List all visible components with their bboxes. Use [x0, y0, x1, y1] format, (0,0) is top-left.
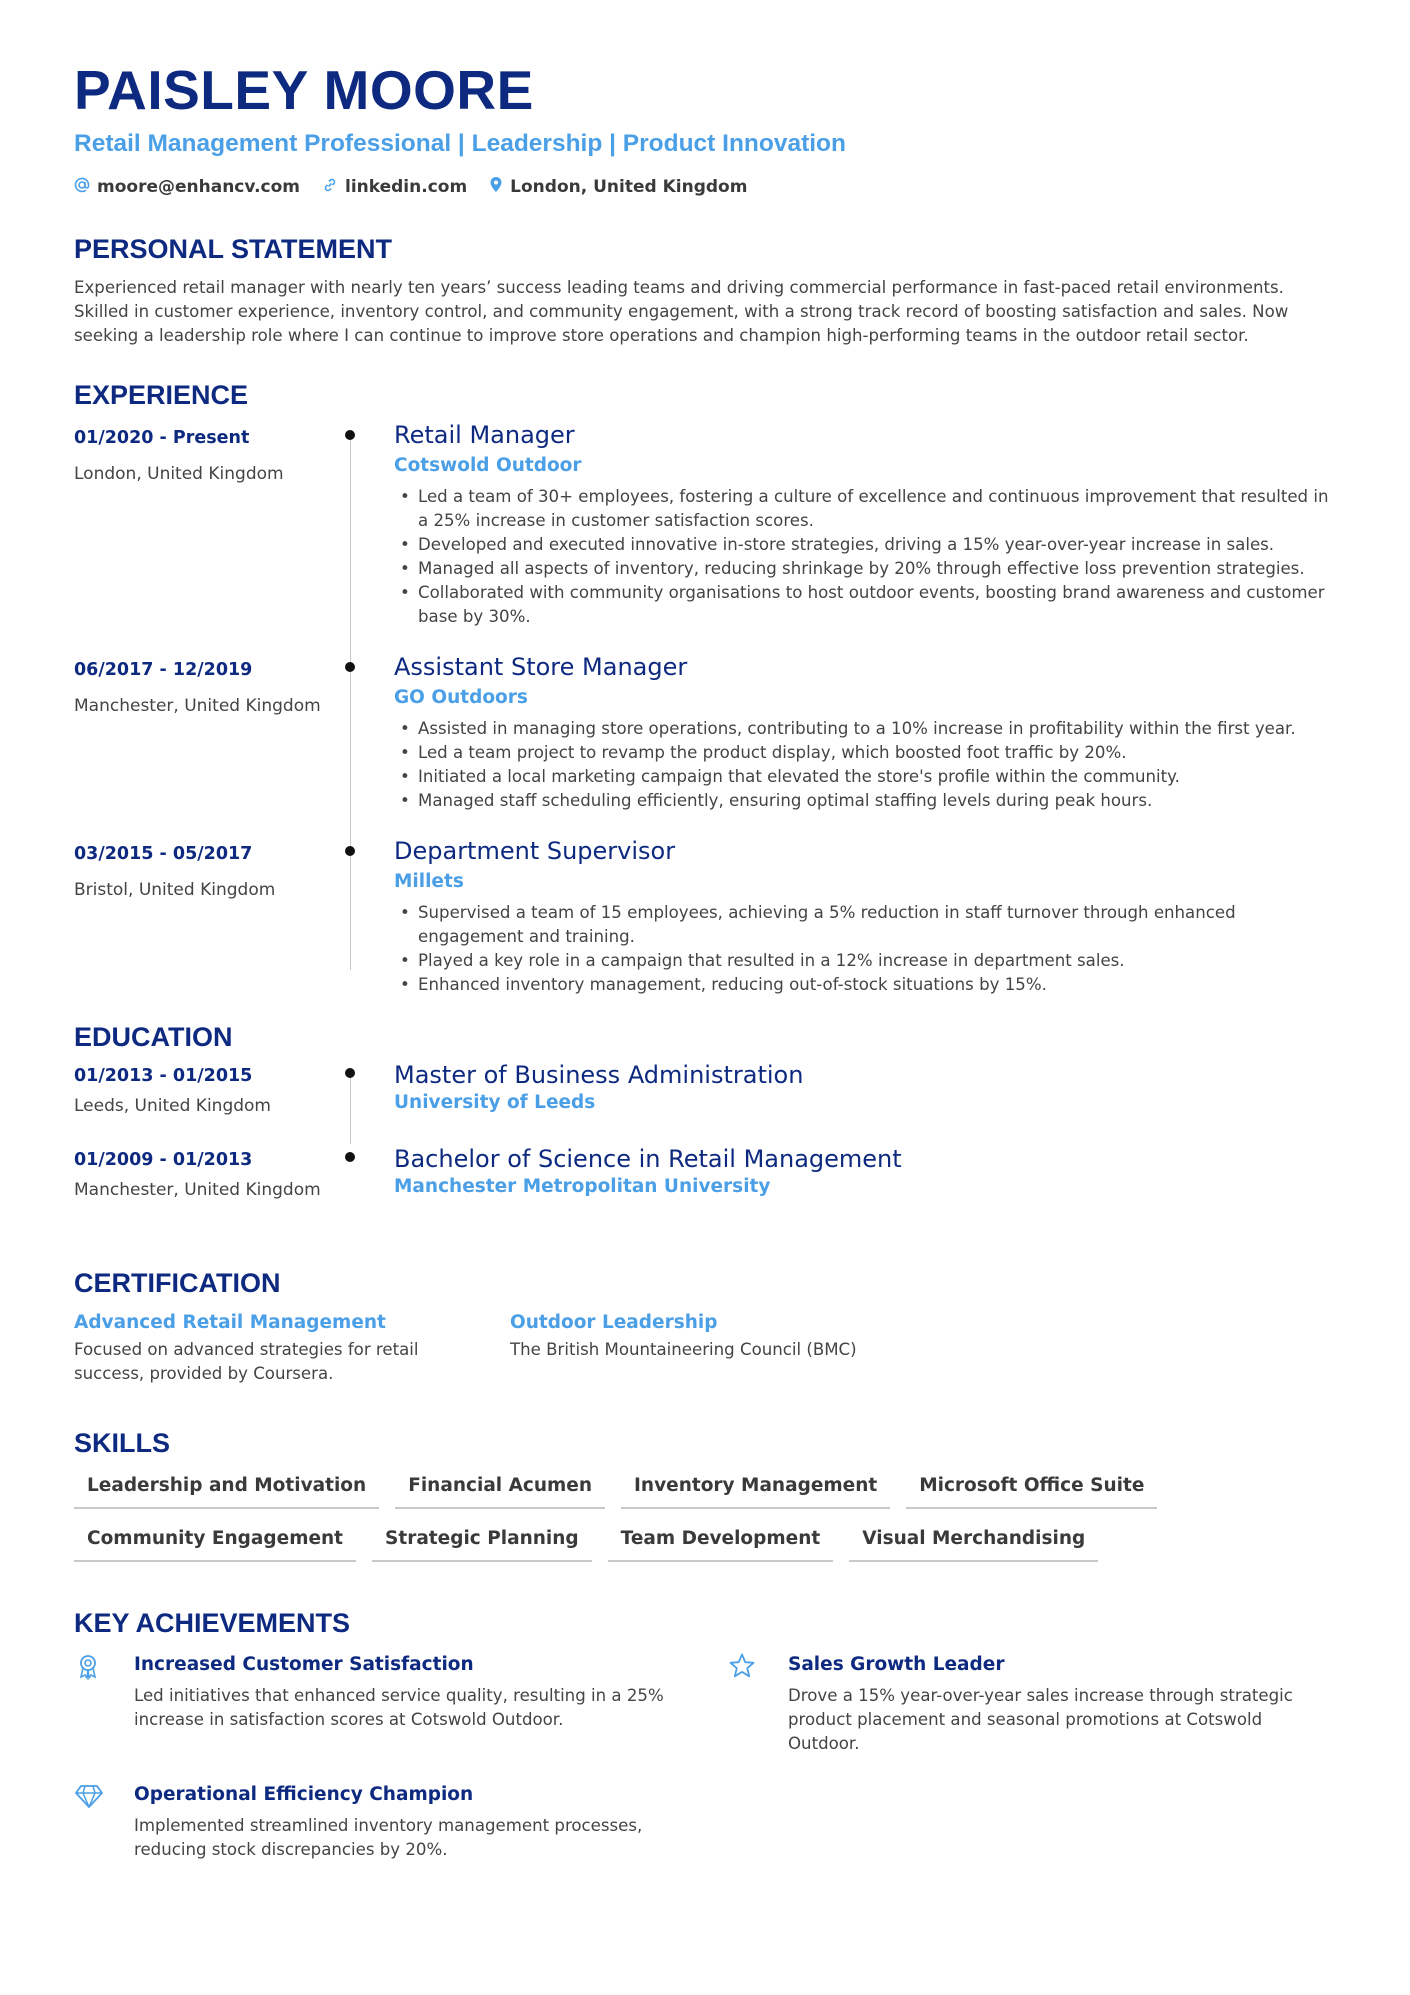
list-item: • Led a team of 30+ employees, fostering a culture of excellence and continuous improvement that resulted in a 25% increase in customer satisfaction scores. — [418, 485, 1336, 533]
education-location: Leeds, United Kingdom — [74, 1096, 271, 1116]
candidate-name: PAISLEY MOORE — [74, 59, 534, 121]
achievement-description: Drove a 15% year-over-year sales increase through strategic product placement and seasonal promotions at Cotswold Outdoor. — [788, 1686, 1293, 1753]
contact-email-text: moore@enhancv.com — [97, 177, 300, 197]
degree-title: Bachelor of Science in Retail Management — [394, 1145, 902, 1173]
job-title: Department Supervisor — [394, 837, 676, 865]
experience-timeline — [74, 421, 1336, 1012]
achievement-description: Led initiatives that enhanced service quality, resulting in a 25% increase in satisfaction scores at Cotswold Outdoor. — [134, 1686, 664, 1729]
experience-dates: 03/2015 - 05/2017 — [74, 844, 253, 864]
personal-statement-text: Experienced retail manager with nearly ten years’ success leading teams and driving commercial performance in fast-paced retail environments. Skilled in customer experience, inventory control, and community engagement, with a strong track record of boosting satisfaction and sales. Now seeking a leadership role where I can continue to improve store operations and champion high-performing teams in the outdoor retail sector. — [74, 278, 1289, 345]
section-title-personal-statement: PERSONAL STATEMENT — [74, 234, 393, 264]
skill-tag: Visual Merchandising — [849, 1527, 1098, 1562]
contact-email[interactable] — [74, 176, 300, 198]
location-pin-icon — [489, 176, 503, 198]
certification-item — [510, 1310, 946, 1386]
personal-statement-section — [74, 232, 1336, 348]
experience-entry — [74, 421, 1336, 658]
award-ribbon-icon — [74, 1652, 102, 1680]
list-item: • Supervised a team of 15 employees, achieving a 5% reduction in staff turnover through enhanced engagement and training. — [418, 901, 1336, 949]
experience-section — [74, 378, 1336, 1012]
skill-tag: Community Engagement — [74, 1527, 356, 1562]
skill-tag: Leadership and Motivation — [74, 1474, 379, 1509]
certification-description: Focused on advanced strategies for retail success, provided by Coursera. — [74, 1340, 419, 1383]
achievement-list — [394, 485, 1336, 629]
contact-location — [489, 176, 747, 198]
star-icon — [728, 1652, 756, 1680]
list-item: • Played a key role in a campaign that resulted in a 12% increase in department sales. — [418, 949, 1336, 973]
timeline-dot — [345, 1068, 355, 1078]
education-location: Manchester, United Kingdom — [74, 1180, 321, 1200]
list-item: • Enhanced inventory management, reducing out-of-stock situations by 15%. — [418, 973, 1336, 997]
achievement-description: Implemented streamlined inventory management processes, reducing stock discrepancies by 20%. — [134, 1816, 643, 1859]
education-dates: 01/2013 - 01/2015 — [74, 1066, 253, 1086]
certification-description: The British Mountaineering Council (BMC) — [510, 1340, 857, 1359]
achievement-item — [74, 1652, 664, 1732]
achievements-list — [74, 1652, 1336, 1882]
skills-list — [74, 1474, 1274, 1562]
skill-tag: Microsoft Office Suite — [906, 1474, 1157, 1509]
achievement-list — [394, 717, 1336, 813]
contact-bar — [74, 176, 1336, 198]
education-entry — [74, 1145, 1336, 1232]
achievement-item — [728, 1652, 1293, 1756]
degree-title: Master of Business Administration — [394, 1061, 804, 1089]
certification-section — [74, 1266, 1336, 1386]
timeline-dot — [345, 662, 355, 672]
diamond-icon — [74, 1782, 102, 1810]
skill-tag: Inventory Management — [621, 1474, 890, 1509]
list-item: • Managed all aspects of inventory, reducing shrinkage by 20% through effective loss prevention strategies. — [418, 557, 1336, 581]
achievement-title: Operational Efficiency Champion — [134, 1784, 474, 1805]
link-icon — [322, 177, 338, 198]
company-name: GO Outdoors — [394, 687, 528, 708]
timeline-dot — [345, 430, 355, 440]
headline: Retail Management Professional | Leadership | Product Innovation — [74, 130, 846, 157]
certification-item — [74, 1310, 510, 1386]
experience-location: London, United Kingdom — [74, 464, 284, 484]
experience-location: Bristol, United Kingdom — [74, 880, 276, 900]
section-title-skills: SKILLS — [74, 1428, 171, 1458]
list-item: • Assisted in managing store operations, contributing to a 10% increase in profitability within the first year. — [418, 717, 1336, 741]
experience-entry — [74, 653, 1336, 842]
experience-dates: 01/2020 - Present — [74, 428, 250, 448]
section-title-key-achievements: KEY ACHIEVEMENTS — [74, 1608, 351, 1638]
achievement-title: Sales Growth Leader — [788, 1654, 1005, 1675]
contact-linkedin-text: linkedin.com — [345, 177, 468, 197]
list-item: • Developed and executed innovative in-store strategies, driving a 15% year-over-year increase in sales. — [418, 533, 1336, 557]
section-title-certification: CERTIFICATION — [74, 1268, 281, 1298]
section-title-experience: EXPERIENCE — [74, 380, 249, 410]
education-entry — [74, 1061, 1336, 1148]
school-name: Manchester Metropolitan University — [394, 1176, 771, 1197]
list-item: • Managed staff scheduling efficiently, ensuring optimal staffing levels during peak hours. — [418, 789, 1336, 813]
skill-tag: Financial Acumen — [395, 1474, 605, 1509]
certification-list — [74, 1310, 1336, 1386]
education-dates: 01/2009 - 01/2013 — [74, 1150, 253, 1170]
experience-location: Manchester, United Kingdom — [74, 696, 321, 716]
skill-tag: Strategic Planning — [372, 1527, 592, 1562]
certification-title: Outdoor Leadership — [510, 1312, 718, 1333]
timeline-dot — [345, 1152, 355, 1162]
education-section — [74, 1020, 1336, 1232]
job-title: Assistant Store Manager — [394, 653, 688, 681]
contact-linkedin[interactable] — [322, 176, 467, 198]
school-name: University of Leeds — [394, 1092, 596, 1113]
list-item: • Collaborated with community organisations to host outdoor events, boosting brand awareness and customer base by 30%. — [418, 581, 1336, 629]
company-name: Millets — [394, 871, 464, 892]
education-timeline — [74, 1061, 1336, 1232]
section-title-education: EDUCATION — [74, 1022, 233, 1052]
certification-title: Advanced Retail Management — [74, 1312, 386, 1333]
skill-tag: Team Development — [608, 1527, 834, 1562]
skills-section — [74, 1426, 1336, 1562]
experience-dates: 06/2017 - 12/2019 — [74, 660, 253, 680]
experience-entry — [74, 837, 1336, 1012]
list-item: • Led a team project to revamp the product display, which boosted foot traffic by 20%. — [418, 741, 1336, 765]
job-title: Retail Manager — [394, 421, 575, 449]
achievements-section — [74, 1606, 1336, 1882]
achievement-item — [74, 1782, 643, 1862]
at-icon — [74, 177, 90, 198]
achievement-list — [394, 901, 1336, 997]
list-item: • Initiated a local marketing campaign that elevated the store's profile within the community. — [418, 765, 1336, 789]
contact-location-text: London, United Kingdom — [510, 177, 748, 197]
timeline-dot — [345, 846, 355, 856]
company-name: Cotswold Outdoor — [394, 455, 582, 476]
achievement-title: Increased Customer Satisfaction — [134, 1654, 474, 1675]
